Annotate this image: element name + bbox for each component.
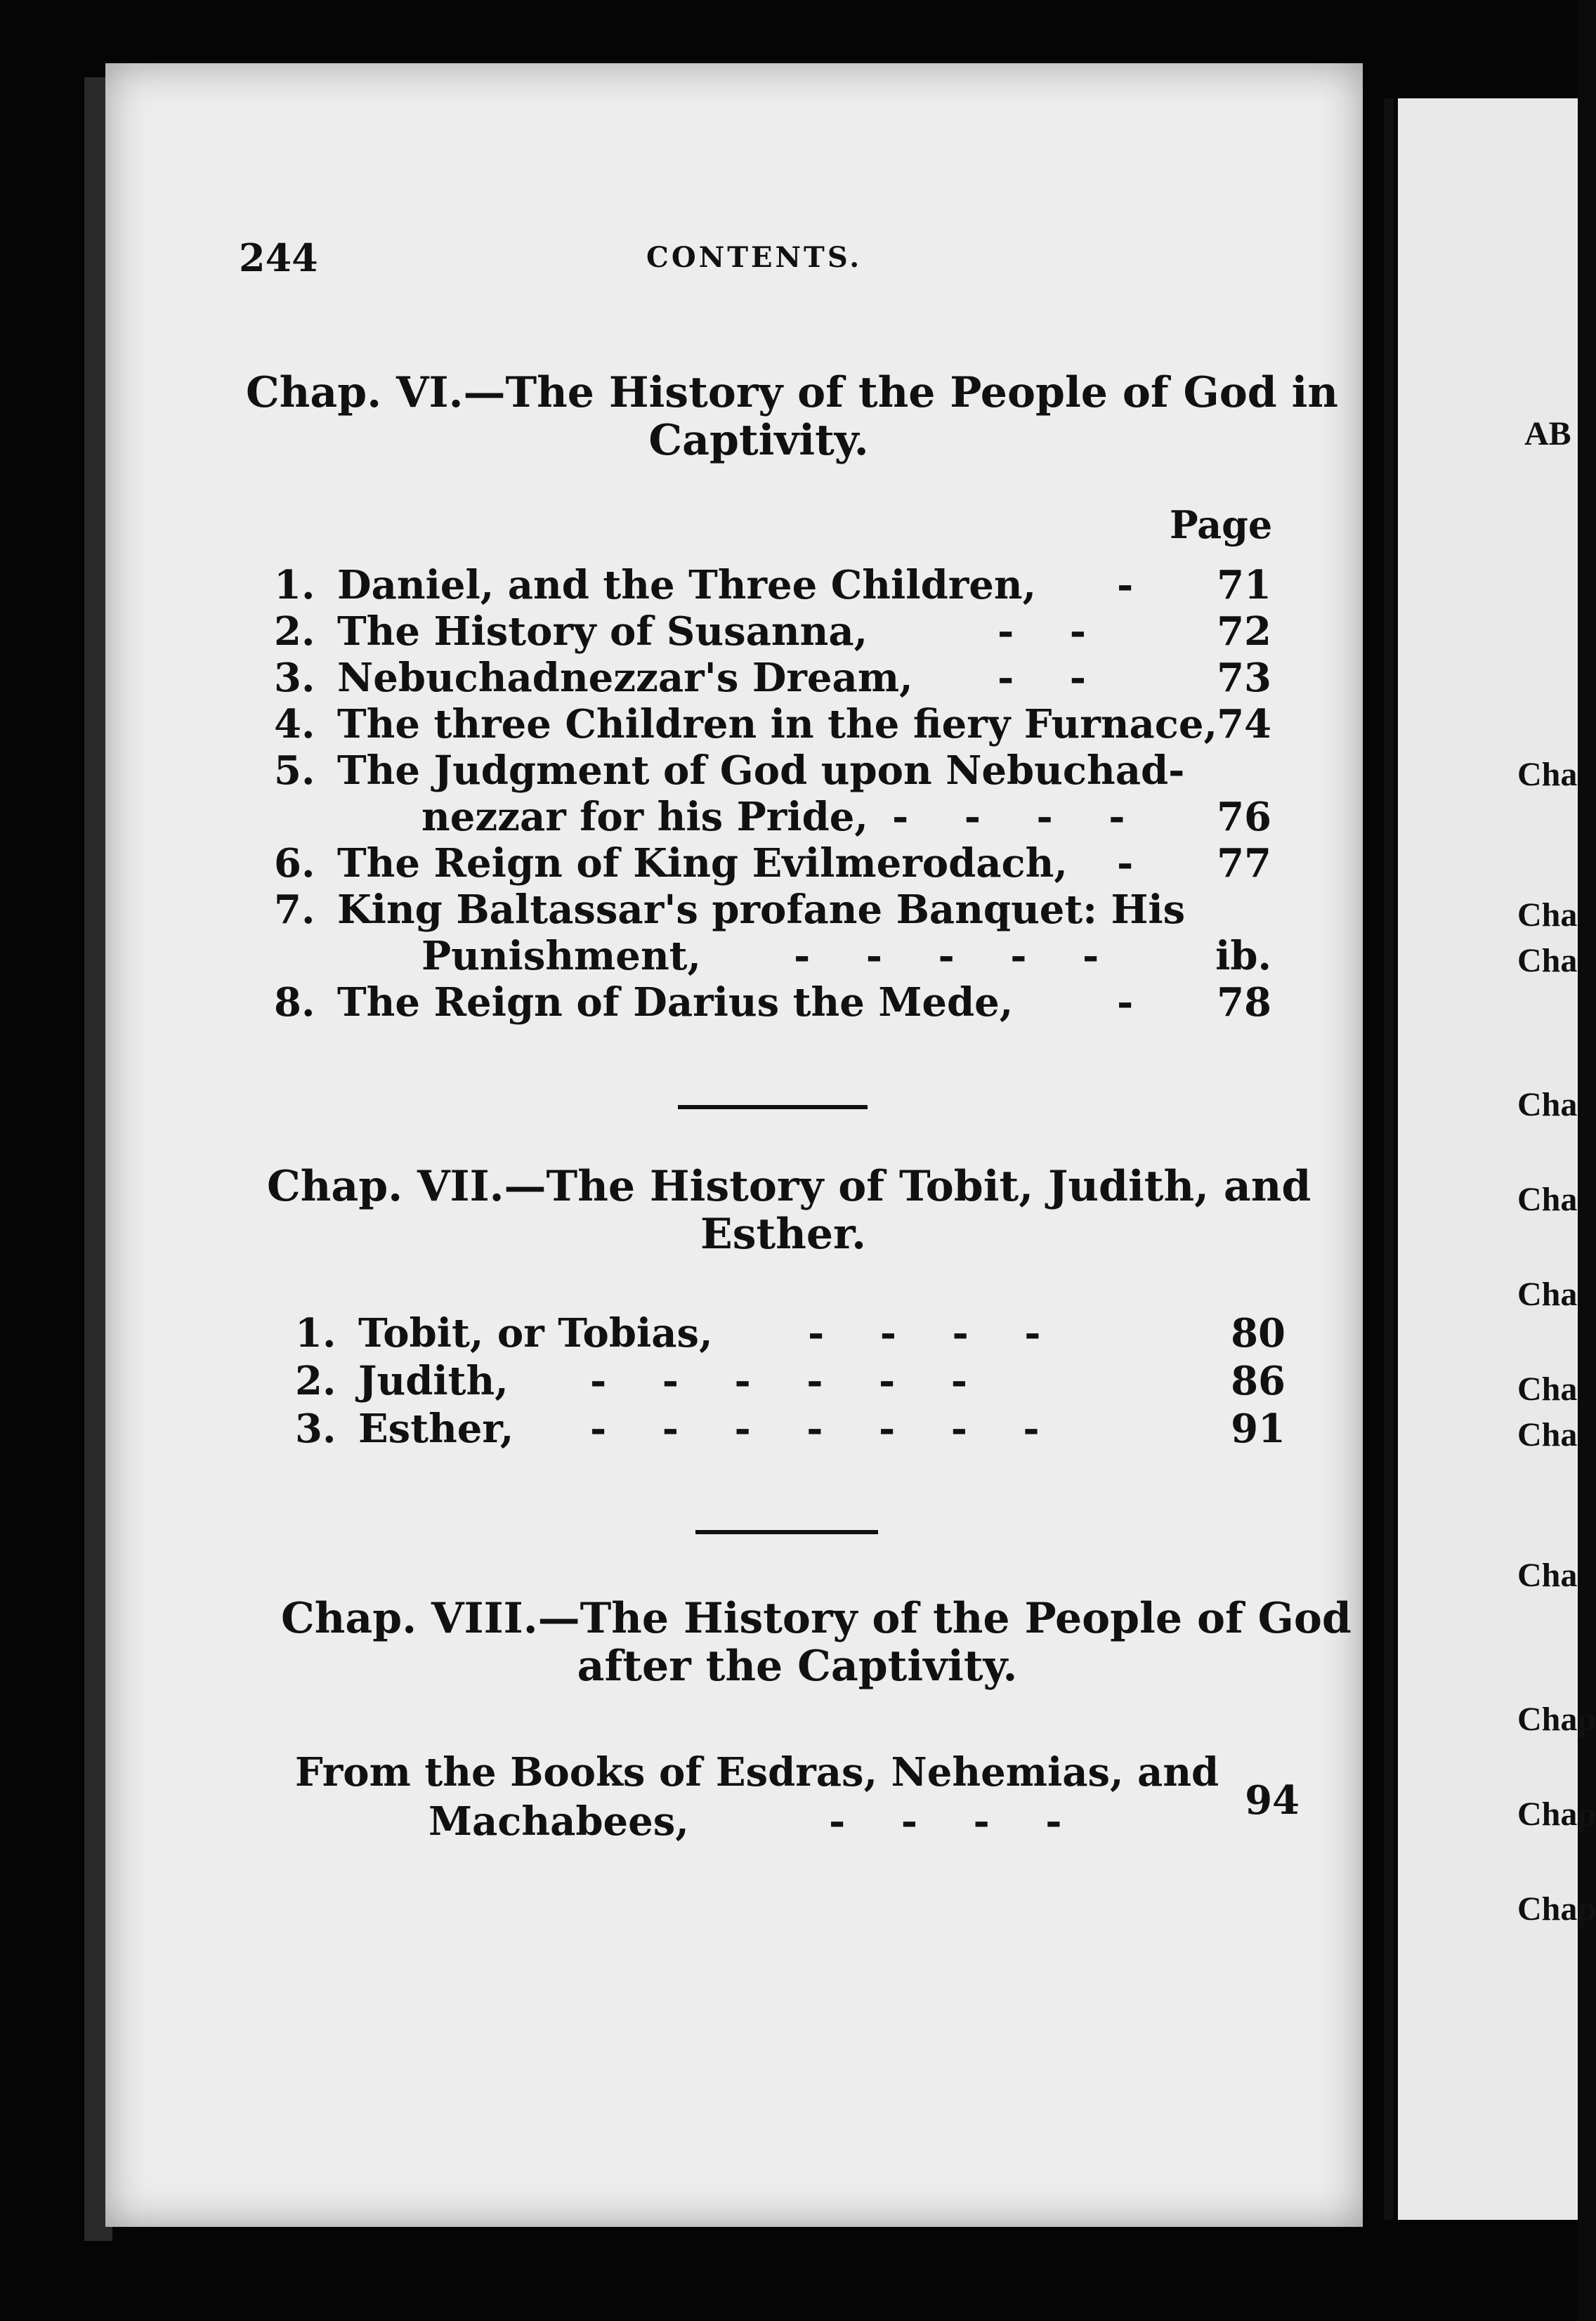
chapter-viii-heading xyxy=(281,1594,1352,1691)
facing-fragment: Cha xyxy=(1517,1181,1578,1218)
entry-leader: - - - - - - - xyxy=(590,1406,1061,1452)
entry-number: 6. xyxy=(274,840,315,887)
entry-title: The Reign of Darius the Mede, xyxy=(337,979,1014,1026)
entry-number: 2. xyxy=(295,1358,336,1404)
chapter-vii-heading xyxy=(267,1162,1312,1259)
entry-title: Punishment, xyxy=(421,933,702,979)
facing-fragment: Cha xyxy=(1517,756,1578,793)
section-separator xyxy=(695,1530,878,1534)
toc-entry xyxy=(274,562,1278,608)
chapter-vii-heading-line2: Esther. xyxy=(700,1210,866,1259)
facing-fragment: Cha xyxy=(1517,1416,1578,1453)
toc-entry xyxy=(295,1406,1293,1453)
entry-page: 91 xyxy=(1231,1406,1286,1452)
toc-entry xyxy=(295,1310,1293,1358)
entry-title: The Reign of King Evilmerodach, xyxy=(337,840,1068,887)
facing-fragment: Chap xyxy=(1517,1701,1596,1738)
entry-page: 78 xyxy=(1217,979,1271,1026)
chapter-viii-heading-line2: after the Captivity. xyxy=(577,1642,1018,1691)
entry-title: Esther, xyxy=(358,1406,514,1452)
entry-number: 3. xyxy=(274,655,315,701)
entry-number: 4. xyxy=(274,701,315,747)
entry-page: 86 xyxy=(1231,1358,1286,1404)
facing-fragment: Chap xyxy=(1517,1796,1596,1833)
entry-title: King Baltassar's profane Banquet: His xyxy=(337,887,1186,933)
facing-fragment: Cha xyxy=(1517,942,1578,979)
facing-fragment: Cha xyxy=(1517,1371,1578,1408)
entry-number: 5. xyxy=(274,747,315,794)
entry-title: Judith, xyxy=(358,1358,509,1404)
entry-title: The History of Susanna, xyxy=(337,608,868,655)
entry-page: 73 xyxy=(1217,655,1271,701)
entry-number: 1. xyxy=(274,562,315,608)
entry-title: Nebuchadnezzar's Dream, xyxy=(337,655,913,701)
entry-page: 71 xyxy=(1217,562,1271,608)
entry-page: 77 xyxy=(1217,840,1271,887)
facing-fragment: Cha xyxy=(1517,1276,1578,1313)
entry-leader: - xyxy=(1117,979,1155,1026)
entry-number: 1. xyxy=(295,1310,336,1356)
entry-title: Tobit, or Tobias, xyxy=(358,1310,713,1356)
entry-title: Machabees, xyxy=(429,1798,689,1845)
entry-leader: - xyxy=(1117,562,1155,608)
toc-entry xyxy=(295,1749,1307,1798)
chapter-vi-heading xyxy=(246,368,1339,465)
section-separator xyxy=(678,1105,868,1109)
facing-fragment: Chap xyxy=(1517,1890,1596,1928)
chapter-viii-entries xyxy=(295,1749,1307,1848)
entry-page: 76 xyxy=(1217,794,1271,840)
entry-title: Daniel, and the Three Children, xyxy=(337,562,1037,608)
facing-fragment: Cha xyxy=(1517,1557,1578,1594)
entry-title: The Judgment of God upon Nebuchad- xyxy=(337,747,1185,794)
entry-number: 3. xyxy=(295,1406,336,1452)
toc-entry-continued xyxy=(274,794,1278,840)
toc-entry xyxy=(274,655,1278,701)
facing-fragment: Cha xyxy=(1517,1086,1578,1123)
running-title: CONTENTS. xyxy=(646,241,863,274)
entry-leader: - - - - - - xyxy=(590,1358,988,1404)
entry-leader: - - xyxy=(998,655,1107,701)
toc-entry xyxy=(274,608,1278,655)
toc-entry-continued xyxy=(295,1777,1307,1848)
toc-entry xyxy=(295,1358,1293,1406)
entry-page: 94 xyxy=(1245,1777,1300,1824)
chapter-vi-heading-line2: Captivity. xyxy=(648,416,869,465)
toc-entry xyxy=(274,701,1278,747)
entry-number: 2. xyxy=(274,608,315,655)
entry-leader: - - xyxy=(998,608,1107,655)
entry-leader: - - - - xyxy=(829,1798,1083,1845)
running-head xyxy=(239,235,1278,280)
facing-fragment: AB xyxy=(1524,415,1571,452)
entry-title: The three Children in the fiery Furnace, xyxy=(337,701,1217,747)
entry-number: 8. xyxy=(274,979,315,1026)
entry-leader: - xyxy=(1117,840,1155,887)
chapter-viii-heading-line1: Chap. VIII.—The History of the People of God xyxy=(281,1594,1352,1643)
toc-entry xyxy=(274,840,1278,887)
gutter-rule xyxy=(1384,98,1394,2220)
entry-leader: - - - - - xyxy=(794,933,1120,979)
chapter-vii-entries xyxy=(295,1310,1293,1453)
chapter-vi-heading-line1: Chap. VI.—The History of the People of God in xyxy=(246,368,1339,417)
entry-page: 74 xyxy=(1217,701,1271,747)
entry-page: 72 xyxy=(1217,608,1271,655)
entry-page: ib. xyxy=(1215,933,1271,979)
facing-fragment: Cha xyxy=(1517,896,1578,934)
chapter-vi-entries xyxy=(274,562,1278,1026)
entry-leader: - - - - xyxy=(892,794,1146,840)
entry-title: From the Books of Esdras, Nehemias, and xyxy=(295,1749,1219,1796)
entry-leader: - - - - xyxy=(808,1310,1062,1356)
entry-page: 80 xyxy=(1231,1310,1286,1356)
page-number: 244 xyxy=(239,235,318,280)
toc-entry xyxy=(274,979,1278,1026)
toc-entry-continued xyxy=(274,933,1278,979)
toc-entry xyxy=(274,747,1278,794)
chapter-vii-heading-line1: Chap. VII.—The History of Tobit, Judith, and xyxy=(267,1162,1312,1211)
toc-entry xyxy=(274,887,1278,933)
entry-number: 7. xyxy=(274,887,315,933)
page-column-label: Page xyxy=(1170,502,1273,547)
entry-title: nezzar for his Pride, xyxy=(421,794,868,840)
